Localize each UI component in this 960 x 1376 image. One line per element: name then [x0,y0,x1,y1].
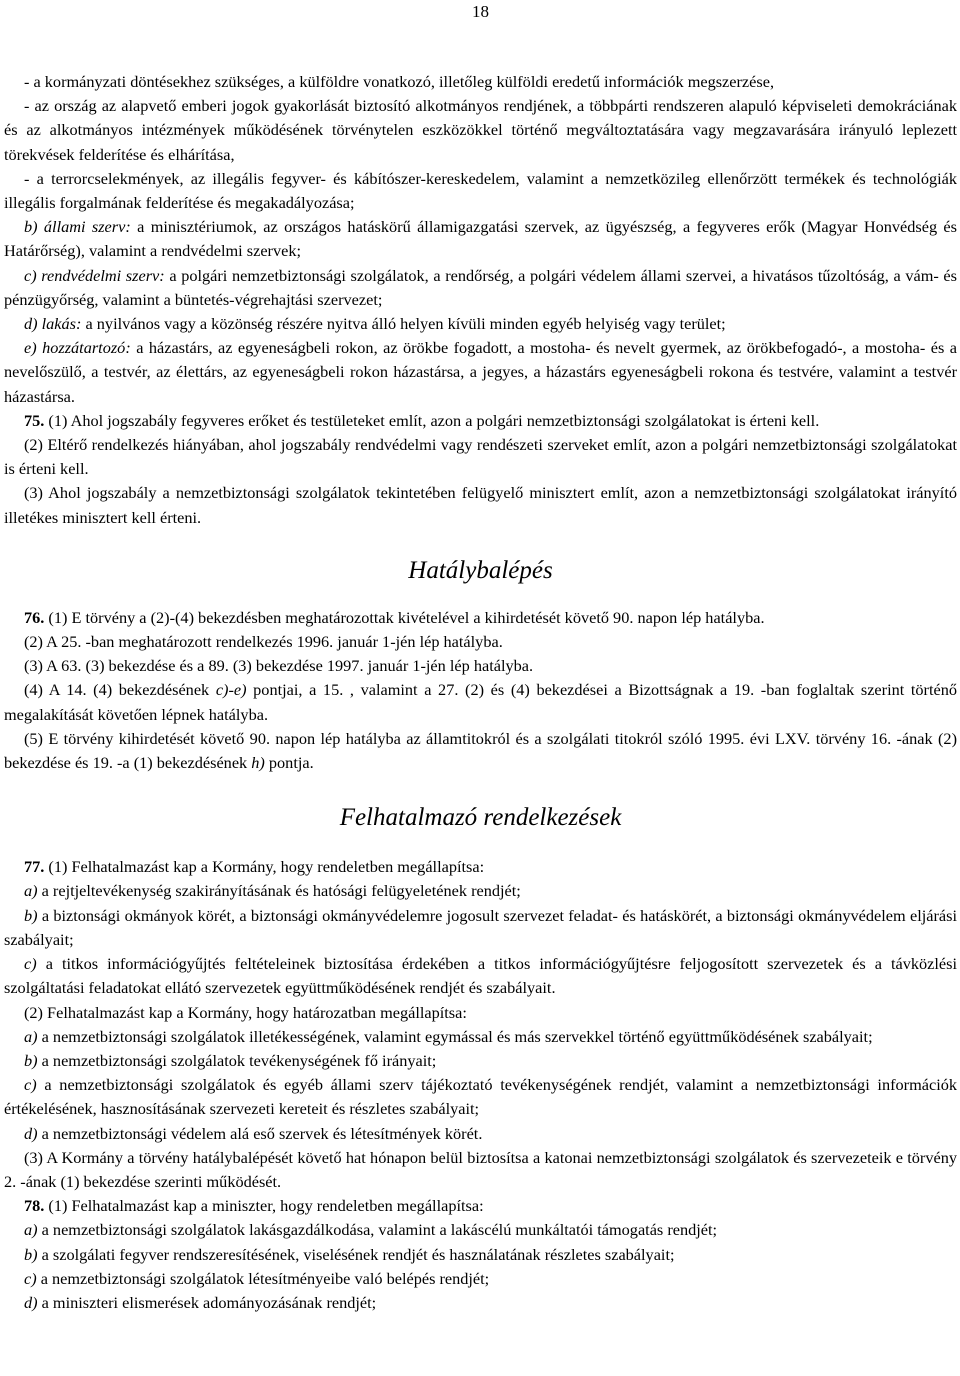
item-label: a) [24,1220,38,1240]
paragraph-text: pontja. [264,753,314,773]
paragraph: - az ország az alapvető emberi jogok gyakorlását biztosító alkotmányos rendjének, a többpárti rendszeren alapuló képviseleti demokráciának és az alkotmányos intézmények működésének törvénytelen eszközökkel történő megváltoztatására vagy megzavarására irányuló leplezett törekvések felderítése és elhárítása, [4,96,957,164]
item-label: b) [24,1244,38,1264]
definition-e [4,336,957,409]
item-label: c) [24,954,37,974]
section-75-para-3: (3) Ahol jogszabály a nemzetbiztonsági szolgálatok tekintetében felügyelő minisztert említ, azon a nemzetbiztonsági szolgálatokat irányító illetékes minisztert kell érteni. [4,483,957,527]
section-76-para-2: (2) A 25. -ban meghatározott rendelkezés 1996. január 1-jén lép hatályba. [24,632,503,652]
section-76-para-1 [4,606,957,630]
list-item [4,1218,957,1242]
item-text: a nemzetbiztonsági szolgálatok illetékességének, valamint egymással és más szervekkel történő együttműködésének szabályait; [37,1026,873,1046]
section-77-para-2: (2) Felhatalmazást kap a Kormány, hogy határozatban megállapítsa: [24,1002,467,1022]
paragraph-text: (1) E törvény a (2)-(4) bekezdésben meghatározottak kivételével a kihirdetését követő 90. napon lép hatályba. [44,607,765,627]
item-text: a nemzetbiztonsági szolgálatok és egyéb állami szerv tájékoztató tevékenységének rendjét, valamint a nemzetbiztonsági információk értékelésének, hasznosításának szervezeti kereteit és részletes szabályait; [4,1075,957,1119]
list-item [4,1243,957,1267]
section-76-para-4 [4,678,957,726]
item-label: b) [24,1050,38,1070]
definition-text: a minisztériumok, az országos hatáskörű államigazgatási szervek, az ügyészség, a fegyveres erők (Magyar Honvédség és Határőrség), valamint a rendvédelmi szervek; [4,217,957,261]
definition-text: a nyilvános vagy a közönség részére nyitva álló helyen kívüli minden egyéb helyiség vagy terület; [81,314,726,334]
paragraph: - a kormányzati döntésekhez szükséges, a külföldre vonatkozó, illetőleg külföldi eredetű információk megszerzése, [24,72,775,91]
paragraph: - a terrorcselekmények, az illegális fegyver- és kábítószer-kereskedelem, valamint a nemzetközileg ellenőrzött termékek és technológiák illegális forgalmának felderítése és megakadályozása; [4,168,957,213]
page-number: 18 [472,2,489,21]
item-label: b) [24,905,38,925]
item-label: c) [24,1075,37,1095]
heading-felhatalmazo: Felhatalmazó rendelkezések [339,804,622,832]
list-item [4,1291,957,1315]
section-number: 75. [24,410,45,430]
definition-label: b) állami szerv: [24,217,131,237]
item-text: a nemzetbiztonsági szolgálatok létesítményeibe való belépés rendjét; [36,1268,490,1288]
item-text: a nemzetbiztonsági védelem alá eső szervek és létesítmények körét. [37,1123,483,1143]
definition-b [4,215,957,263]
item-label: d) [24,1123,38,1143]
list-item [4,1122,957,1146]
paragraph-text: (1) Felhatalmazást kap a miniszter, hogy rendeletben megállapítsa: [44,1196,484,1216]
section-number: 76. [24,607,45,627]
paragraph-text: (5) E törvény kihirdetését követő 90. napon lép hatályba az államtitokról és a szolgálati titokról szóló 1995. évi LXV. törvény 16. -ának (2) bekezdése és 19. -a (1) bekezdésének [4,728,957,773]
point-ref: c)-e) [215,680,247,700]
item-text: a szolgálati fegyver rendszeresítésének, viselésének rendjét és használatának részletes szabályait; [37,1244,675,1264]
section-76-para-5 [4,727,957,775]
item-text: a nemzetbiztonsági szolgálatok lakásgazdálkodása, valamint a lakáscélú munkáltatói támogatás rendjét; [37,1220,718,1240]
list-item [4,1025,957,1049]
list-item [4,904,957,952]
definition-label: e) hozzátartozó: [24,338,131,358]
section-76-para-3: (3) A 63. (3) bekezdése és a 89. (3) bekezdése 1997. január 1-jén lép hatályba. [24,656,534,676]
item-label: a) [24,1026,38,1046]
item-text: a rejtjeltevékenység szakirányításának és hatósági felügyeletének rendjét; [37,881,521,901]
heading-hatalybalepes: Hatálybalépés [408,556,553,584]
item-text: a nemzetbiztonsági szolgálatok tevékenységének fő irányait; [37,1050,437,1070]
document-body [4,70,957,1315]
definition-c [4,264,957,312]
section-77-para-1 [4,855,957,879]
list-item [4,879,957,903]
section-75-para-1 [4,409,957,433]
paragraph-text: pontjai, a 15. , valamint a 27. (2) és (4) bekezdései a Bizottságnak a 19. -ban foglaltak szerint történő megalakítását követően lépnek hatályba. [4,680,957,724]
paragraph-text: (4) A 14. (4) bekezdésének [24,680,216,700]
definition-text: a házastárs, az egyeneságbeli rokon, az örökbe fogadott, a mostoha- és nevelt gyermek, az örökbefogadó-, a mostoha- és a nevelőszülő, a testvér, az élettárs, az egyeneságbeli rokon házastársa, a jegyes, a házastárs egyeneságbeli rokona és testvére, valamint a testvér házastársa. [4,338,957,406]
section-75-para-2: (2) Eltérő rendelkezés hiányában, ahol jogszabály rendvédelmi vagy rendészeti szerveket említ, azon a polgári nemzetbiztonsági szolgálatokat is érteni kell. [4,435,957,479]
paragraph-text: (1) Ahol jogszabály fegyveres erőket és testületeket említ, azon a polgári nemzetbiztonsági szolgálatokat is érteni kell. [44,410,820,430]
definition-text: a polgári nemzetbiztonsági szolgálatok, a rendőrség, a polgári védelem állami szervei, a hivatásos tűzoltóság, a vám- és pénzügyőrség, valamint a büntetés-végrehajtási szervezet; [4,265,957,309]
section-77-para-3: (3) A Kormány a törvény hatálybalépését követő hat hónapon belül biztosítsa a katonai nemzetbiztonsági szolgálatok és szervezeteik e törvény 2. -ának (1) bekezdése szerinti működését. [4,1147,957,1191]
item-label: c) [24,1268,37,1288]
point-ref: h) [251,753,265,773]
definition-label: d) lakás: [24,314,82,334]
list-item [4,1049,957,1073]
paragraph-text: (1) Felhatalmazást kap a Kormány, hogy rendeletben megállapítsa: [44,857,485,877]
item-label: d) [24,1292,38,1312]
list-item [4,952,957,1000]
document-page [4,0,957,1376]
item-text: a titkos információgyűjtés feltételeinek biztosítása érdekében a titkos információgyűjtésre feljogosított szervezetek és a távközlési szolgáltatási feladatokat ellátó szervezetek együttműködésének rendjét és szabályait. [4,954,957,998]
item-text: a miniszteri elismerések adományozásának rendjét; [37,1292,377,1312]
definition-d [4,312,957,336]
list-item [4,1267,957,1291]
item-label: a) [24,881,38,901]
section-number: 78. [24,1196,45,1216]
definition-label: c) rendvédelmi szerv: [24,265,165,285]
item-text: a biztonsági okmányok körét, a biztonsági okmányvédelemre jogosult szervezet feladat- és hatáskörét, a biztonsági okmányvédelem eljárási szabályait; [4,905,957,949]
list-item [4,1073,957,1121]
section-number: 77. [24,857,45,877]
section-78-para-1 [4,1194,957,1218]
